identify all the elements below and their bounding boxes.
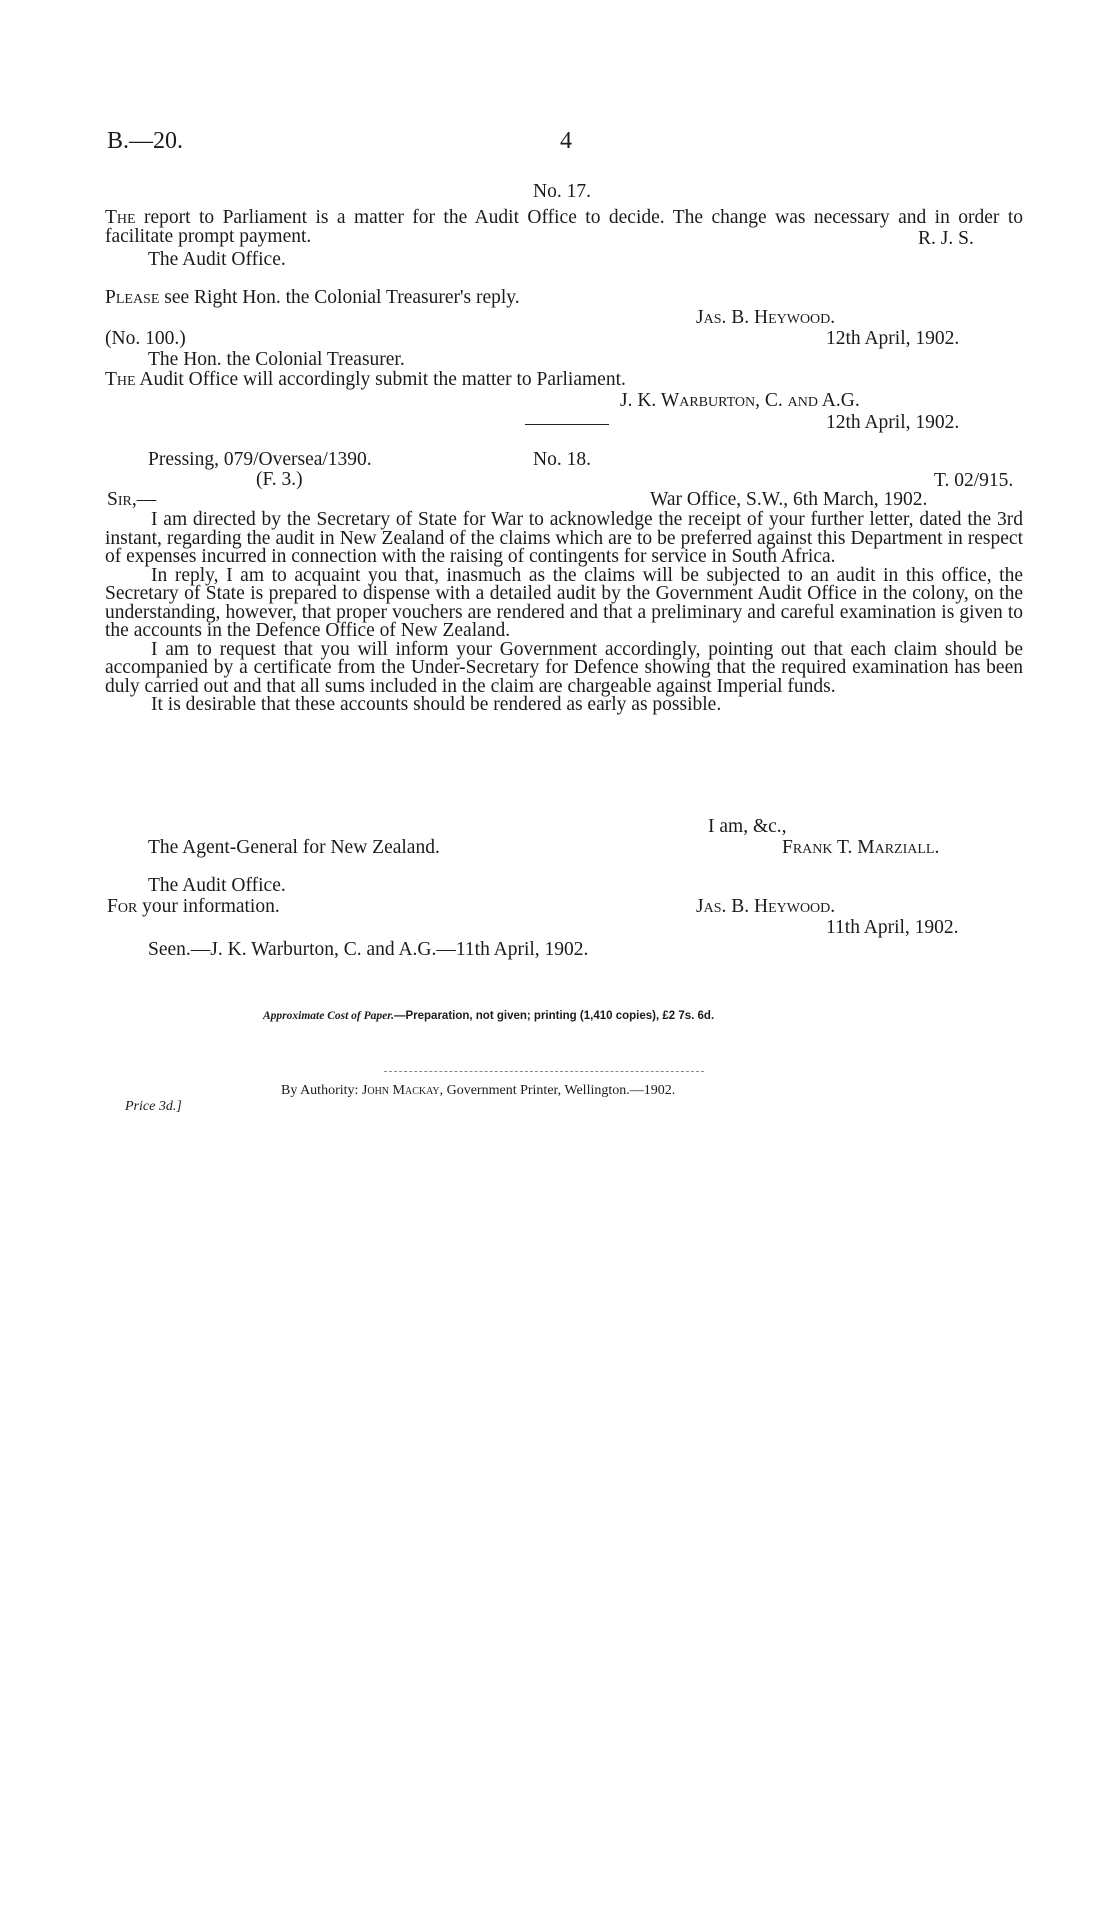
letter-addressee: The Agent-General for New Zealand. <box>148 837 440 858</box>
for-information <box>107 897 280 917</box>
page-number: 4 <box>560 128 572 154</box>
pressing-reference: Pressing, 079/Oversea/1390. <box>148 449 372 470</box>
no17-paragraph-2 <box>105 288 520 308</box>
footer-rule <box>384 1071 704 1072</box>
for-lead: For <box>107 896 138 917</box>
signature-date-2: 12th April, 1902. <box>826 412 960 433</box>
para1-text: report to Parliament is a matter for the Audit Office to decide. The change was necessary and in order to facilitate prompt payment. <box>105 207 1023 247</box>
cost-of-paper <box>263 1010 714 1022</box>
para2-text: see Right Hon. the Colonial Treasurer's reply. <box>159 287 520 308</box>
signature-date-1: 12th April, 1902. <box>826 328 960 349</box>
no17-paragraph-1 <box>105 209 1023 246</box>
section-heading-no18: No. 18. <box>533 449 591 470</box>
f-reference: (F. 3.) <box>256 469 303 490</box>
no17-addressee-treasurer: The Hon. the Colonial Treasurer. <box>148 349 405 370</box>
letter-paragraph: I am to request that you will inform your Government accordingly, pointing out that each claim should be accompanied by a certificate from the Under-Secretary for Defence showing that the required examination has been duly carried out and that all sums included in the claim are chargeable against Imperial funds. <box>105 638 1023 697</box>
document-reference: B.—20. <box>107 128 184 154</box>
authority-text: , Government Printer, Wellington.—1902. <box>439 1083 676 1098</box>
seen-note: Seen.—J. K. Warburton, C. and A.G.—11th April, 1902. <box>148 939 589 960</box>
para3-text: Audit Office will accordingly submit the matter to Parliament. <box>135 369 626 390</box>
signature-warburton-1: J. K. Warburton, C. and A.G. <box>620 390 860 411</box>
letter-paragraph: It is desirable that these accounts should be rendered as early as possible. <box>151 694 722 715</box>
section-divider <box>525 424 609 425</box>
no17-paragraph-3 <box>105 370 626 390</box>
letter-paragraph: In reply, I am to acquaint you that, inasmuch as the claims will be subjected to an audit in this office, the Secretary of State is prepared to dispense with a detailed audit by the Government Audit Office in the colony, on the understanding, however, that proper vouchers are rendered and that a preliminary and careful examination is given to the accounts in the Defence Office of New Zealand. <box>105 564 1023 641</box>
cost-label: Approximate Cost of Paper. <box>263 1010 394 1022</box>
location-date: War Office, S.W., 6th March, 1902. <box>650 489 928 510</box>
salutation: Sir,— <box>107 489 157 510</box>
para3-lead: The <box>105 369 136 390</box>
authority-line <box>281 1083 675 1099</box>
letter-paragraph: I am directed by the Secretary of State for War to acknowledge the receipt of your further letter, dated the 3rd instant, regarding the audit in New Zealand of the claims which are to be preferred against this Department in respect of expenses incurred in connection with the raising of contingents for service in South Africa. <box>105 509 1023 567</box>
section-heading-no17: No. 17. <box>533 181 591 202</box>
no18-addressee-audit-office: The Audit Office. <box>148 875 286 896</box>
para2-lead: Please <box>105 287 160 308</box>
signature-heywood-1: Jas. B. Heywood. <box>696 307 836 328</box>
authority-name: John Mackay <box>361 1083 440 1098</box>
for-text: your information. <box>137 896 280 917</box>
reference-no100: (No. 100.) <box>105 328 186 349</box>
t-reference: T. 02/915. <box>934 470 1014 491</box>
closing: I am, &c., <box>708 816 787 837</box>
signature-heywood-2: Jas. B. Heywood. <box>696 896 836 917</box>
authority-label: By Authority: <box>281 1083 359 1098</box>
no17-addressee-audit-office: The Audit Office. <box>148 249 286 270</box>
signature-date-3: 11th April, 1902. <box>826 917 959 938</box>
price-note: Price 3d.] <box>125 1099 182 1114</box>
letter-body <box>105 511 1023 715</box>
no17-initials: R. J. S. <box>918 228 974 249</box>
signature-marziall: Frank T. Marziall. <box>782 837 940 858</box>
cost-text: —Preparation, not given; printing (1,410 copies), £2 7s. 6d. <box>393 1010 715 1022</box>
para1-lead: The <box>105 207 136 228</box>
